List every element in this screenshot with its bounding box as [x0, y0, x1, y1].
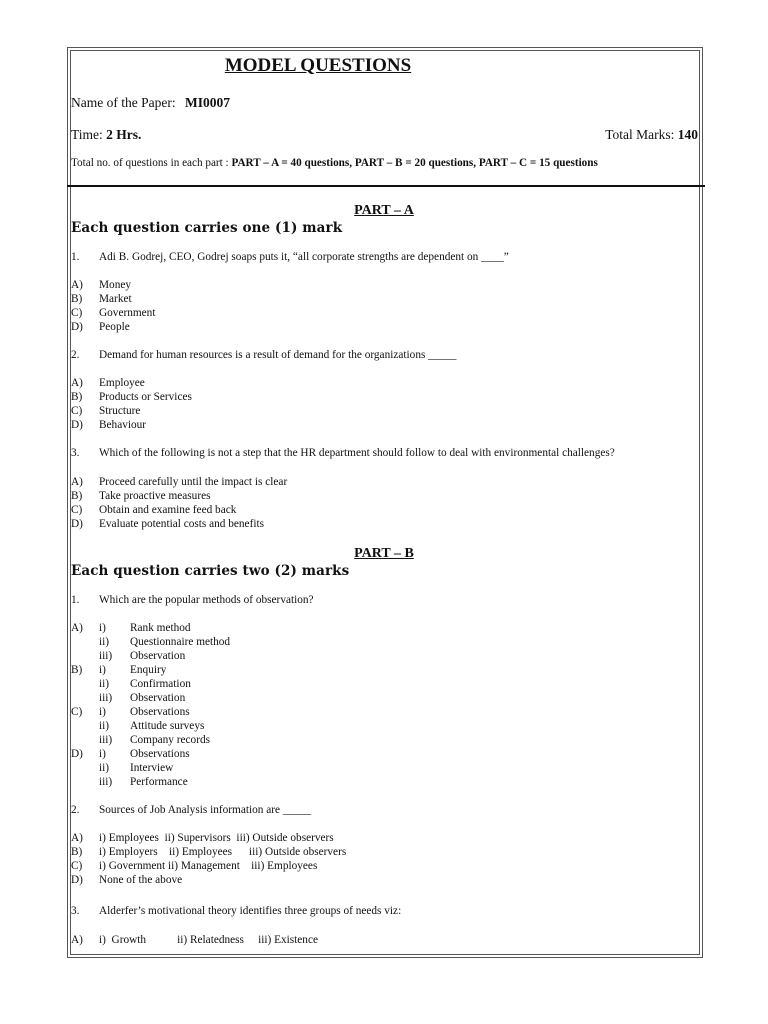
question-number: 1.	[71, 594, 80, 606]
question-text: Sources of Job Analysis information are _____	[99, 804, 312, 816]
question-number: 2.	[71, 349, 80, 361]
option-letter: A)	[71, 476, 83, 488]
option-letter: C)	[71, 405, 83, 417]
option-letter: B)	[71, 846, 83, 858]
option-item: Performance	[130, 776, 188, 788]
option-text: i) Employers ii) Employees iii) Outside observers	[99, 846, 347, 858]
option-text: People	[99, 321, 130, 333]
option-text: Behaviour	[99, 419, 147, 431]
roman-numeral: iii)	[99, 692, 113, 704]
option-letter: D)	[71, 518, 83, 530]
paper-label: Name of the Paper:	[71, 95, 176, 110]
option-text: i) Employees ii) Supervisors iii) Outside observers	[99, 832, 334, 844]
option-letter: D)	[71, 874, 83, 886]
time-label: Time:	[71, 127, 103, 142]
header-divider	[67, 185, 705, 187]
option-letter: D)	[71, 321, 83, 333]
part-a-subheading: Each question carries one (1) mark	[71, 220, 343, 236]
option-letter: B)	[71, 293, 83, 305]
option-item: Observation	[130, 692, 186, 704]
option-item: Confirmation	[130, 678, 191, 690]
option-item: Rank method	[130, 622, 191, 634]
parts-note-value: PART – A = 40 questions, PART – B = 20 questions, PART – C = 15 questions	[231, 157, 598, 169]
roman-numeral: i)	[99, 748, 106, 760]
roman-numeral: ii)	[99, 762, 110, 774]
option-text: Obtain and examine feed back	[99, 504, 237, 516]
option-letter: A)	[71, 279, 83, 291]
option-letter: D)	[71, 419, 83, 431]
parts-note	[71, 157, 598, 169]
page-border	[67, 47, 703, 958]
option-letter: B)	[71, 391, 83, 403]
paper-code: MI0007	[184, 95, 230, 110]
option-letter: C)	[71, 504, 83, 516]
option-item: Interview	[130, 762, 174, 774]
option-item: Observations	[130, 748, 190, 760]
option-letter: C)	[71, 706, 83, 718]
option-text: Take proactive measures	[99, 490, 211, 502]
roman-numeral: ii)	[99, 636, 110, 648]
question-text: Demand for human resources is a result of demand for the organizations _____	[99, 349, 457, 361]
option-text: Government	[99, 307, 156, 319]
option-letter: A)	[71, 377, 83, 389]
question-number: 3.	[71, 447, 80, 459]
option-text: None of the above	[99, 874, 183, 886]
roman-numeral: i)	[99, 622, 106, 634]
option-text: Evaluate potential costs and benefits	[99, 518, 265, 530]
option-letter: A)	[71, 934, 83, 946]
roman-numeral: iii)	[99, 734, 113, 746]
option-text: Market	[99, 293, 132, 305]
option-item: Attitude surveys	[130, 720, 205, 732]
roman-numeral: iii)	[99, 650, 113, 662]
option-text: Proceed carefully until the impact is clear	[99, 476, 288, 488]
time-value: 2 Hrs.	[106, 127, 142, 142]
option-text: i) Government ii) Management iii) Employees	[99, 860, 318, 872]
question-text: Which of the following is not a step that the HR department should follow to deal with environmental challenges?	[99, 447, 615, 459]
roman-numeral: i)	[99, 706, 106, 718]
marks-label: Total Marks:	[605, 127, 675, 142]
option-letter: C)	[71, 860, 83, 872]
roman-numeral: i)	[99, 664, 106, 676]
total-marks-line	[605, 127, 698, 143]
part-b-subheading: Each question carries two (2) marks	[71, 563, 350, 579]
roman-numeral: iii)	[99, 776, 113, 788]
option-item: Observations	[130, 706, 190, 718]
option-letter: D)	[71, 748, 83, 760]
option-text: Structure	[99, 405, 141, 417]
roman-numeral: ii)	[99, 720, 110, 732]
page-title: MODEL QUESTIONS	[224, 55, 412, 76]
question-text: Which are the popular methods of observation?	[99, 594, 314, 606]
option-item: Company records	[130, 734, 210, 746]
question-text: Adi B. Godrej, CEO, Godrej soaps puts it, “all corporate strengths are dependent on ____”	[99, 251, 509, 263]
roman-numeral: ii)	[99, 678, 110, 690]
option-letter: B)	[71, 490, 83, 502]
option-letter: A)	[71, 622, 83, 634]
option-text: Products or Services	[99, 391, 192, 403]
option-text: i) Growth ii) Relatedness iii) Existence	[99, 934, 318, 946]
option-text: Money	[99, 279, 132, 291]
option-text: Employee	[99, 377, 145, 389]
question-number: 2.	[71, 804, 80, 816]
marks-value: 140	[677, 127, 698, 142]
time-line	[71, 127, 141, 143]
parts-note-label: Total no. of questions in each part :	[71, 157, 229, 169]
question-number: 1.	[71, 251, 80, 263]
option-letter: B)	[71, 664, 83, 676]
question-text: Alderfer’s motivational theory identifies three groups of needs viz:	[99, 905, 402, 917]
part-a-heading: PART – A	[354, 203, 414, 218]
option-item: Observation	[130, 650, 186, 662]
option-item: Enquiry	[130, 664, 167, 676]
option-letter: C)	[71, 307, 83, 319]
part-b-heading: PART – B	[354, 546, 414, 561]
question-number: 3.	[71, 905, 80, 917]
option-letter: A)	[71, 832, 83, 844]
option-item: Questionnaire method	[130, 636, 231, 648]
paper-name-line	[71, 95, 230, 111]
